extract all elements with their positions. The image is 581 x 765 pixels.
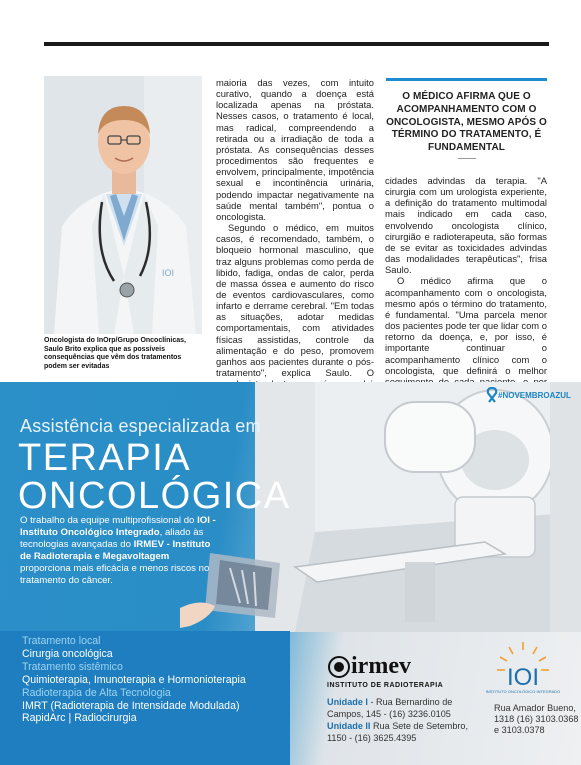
unit-2 [327, 721, 477, 745]
service-text: Cirurgia oncológica [22, 647, 113, 660]
ioi-logo-text: IOI [506, 664, 540, 691]
irmev-subtitle: INSTITUTO DE RADIOTERAPIA [327, 682, 444, 689]
service-text: Quimioterapia, Imunoterapia e Hormonioterapia [22, 673, 246, 686]
ioi-logo [483, 640, 578, 705]
pull-quote [386, 78, 547, 159]
xray-hand-image [180, 548, 300, 628]
paragraph: Segundo o médico, em muitos casos, é recomendado, também, o bloqueio hormonal masculino, que traz alguns problemas como perda de libido, fadiga, ondas de calor, perda de massa óssea e aumento do risco de eventos cardiovasculares, como infarto e derrame cerebral. "Em todas as situações, adotar medidas comportamentais, com atividades físicas assistidas, controle da alimentação e do peso, promovem ganhos aos pacientes durante o pós-tratamento", explica Saulo. O [216, 222, 374, 379]
unit-1 [327, 697, 477, 721]
hashtag-badge [486, 386, 581, 404]
svg-text:IOI: IOI [162, 268, 175, 278]
ad-tagline: Assistência especializada em [20, 416, 261, 436]
desc-ioi: IOI - Instituto Oncológico Integrado [20, 515, 216, 539]
service-text: RapidArc | Radiocirurgia [22, 712, 137, 725]
service-text: IMRT (Radioterapia de Intensidade Modulada) [22, 699, 240, 712]
unit-2-label: Unidade II [327, 720, 371, 731]
hashtag-text: #NOVEMBROAZUL [498, 390, 571, 400]
service-heading: Tratamento local [22, 635, 101, 647]
unit-addresses [327, 697, 477, 745]
ioi-address: Rua Amador Bueno, 1318 (16) 3103.0368 e 3103.0378 [494, 703, 579, 736]
ad-title-line-1: TERAPIA [18, 437, 192, 479]
top-rule [44, 42, 549, 46]
unit-1-label: Unidade I [327, 697, 368, 707]
ad-title-line-2: ONCOLÓGICA [18, 475, 291, 517]
service-heading: Radioterapia de Alta Tecnologia [22, 686, 171, 699]
doctor-photo [44, 76, 202, 334]
paragraph: maioria das vezes, com intuito curativo, quando a doença está localizada apenas na próstata. Nesses casos, o tratamento é local, mas radical, compreendendo a retirada ou a irradiação de toda a próstata. As consequências desses procedimentos são frequentes e envolvem, principalmente, impotência sexual e incontinência urinária, podendo impactar negativamente na saúde mental também", pontua o oncologista. [216, 77, 374, 222]
service-heading: Tratamento sistêmico [22, 660, 123, 673]
ioi-sun-logo [483, 640, 578, 700]
pull-quote-text: O MÉDICO AFIRMA QUE O ACOMPANHAMENTO COM O ONCOLOGISTA, MESMO APÓS O TÉRMINO DO TRATAMENTO, É FUNDAMENTAL [386, 91, 547, 154]
quote-divider [458, 158, 476, 159]
irmev-logo [327, 653, 462, 689]
desc-irmev: IRMEV - Instituto de Radioterapia e Megavoltagem [20, 539, 211, 563]
unit-1-text: - Rua Bernardino de Campos, 145 - (16) 3236.0105 [327, 697, 453, 719]
article-column-2 [385, 175, 547, 398]
desc-text: proporciona mais eficácia e menos riscos no tratamento do câncer. [20, 563, 210, 587]
unit-2-text: Rua Sete de Setembro, 1150 - (16) 3625.4395 [327, 720, 469, 743]
article-column-1 [216, 77, 374, 401]
irmev-wordmark [327, 653, 462, 680]
photo-caption: Oncologista do InOrp/Grupo Oncoclínicas, Saulo Brito explica que as possíveis consequências que vêm dos tratamentos podem ser evitadas [44, 337, 186, 370]
irmev-emblem-icon [327, 655, 351, 679]
advertisement [0, 382, 581, 765]
doctor-portrait [44, 76, 202, 334]
irmev-logo-text: irmev [351, 653, 411, 679]
desc-text: , aliado às tecnologias avançadas do [20, 527, 204, 551]
paragraph: cidades advindas da terapia. "A cirurgia com um urologista experiente, a definição do tratamento multimodal mais indicado em cada caso, envolvendo oncologista clínico, cirurgião e radioterapeuta, são formas de se evitar as toxicidades advindas das modalidades terapêuticas", frisa Saulo. [385, 175, 547, 276]
paragraph: O médico afirma que o acompanhamento com o oncologista, mesmo após o término do tratamento, é fundamental. "Uma parcela menor dos pacientes pode ter que lidar com o retorno da doença, e, por isso, é importante continuar o acompanhamento clínico com o oncologista, que definirá o melhor [385, 275, 547, 376]
ribbon-icon [486, 387, 498, 403]
ioi-logo-subtitle: INSTITUTO ONCOLÓGICO INTEGRADO [485, 689, 561, 694]
desc-text: O trabalho da equipe multiprofissional do [20, 515, 198, 526]
services-list [22, 635, 292, 725]
linear-accelerator-image [255, 382, 581, 632]
